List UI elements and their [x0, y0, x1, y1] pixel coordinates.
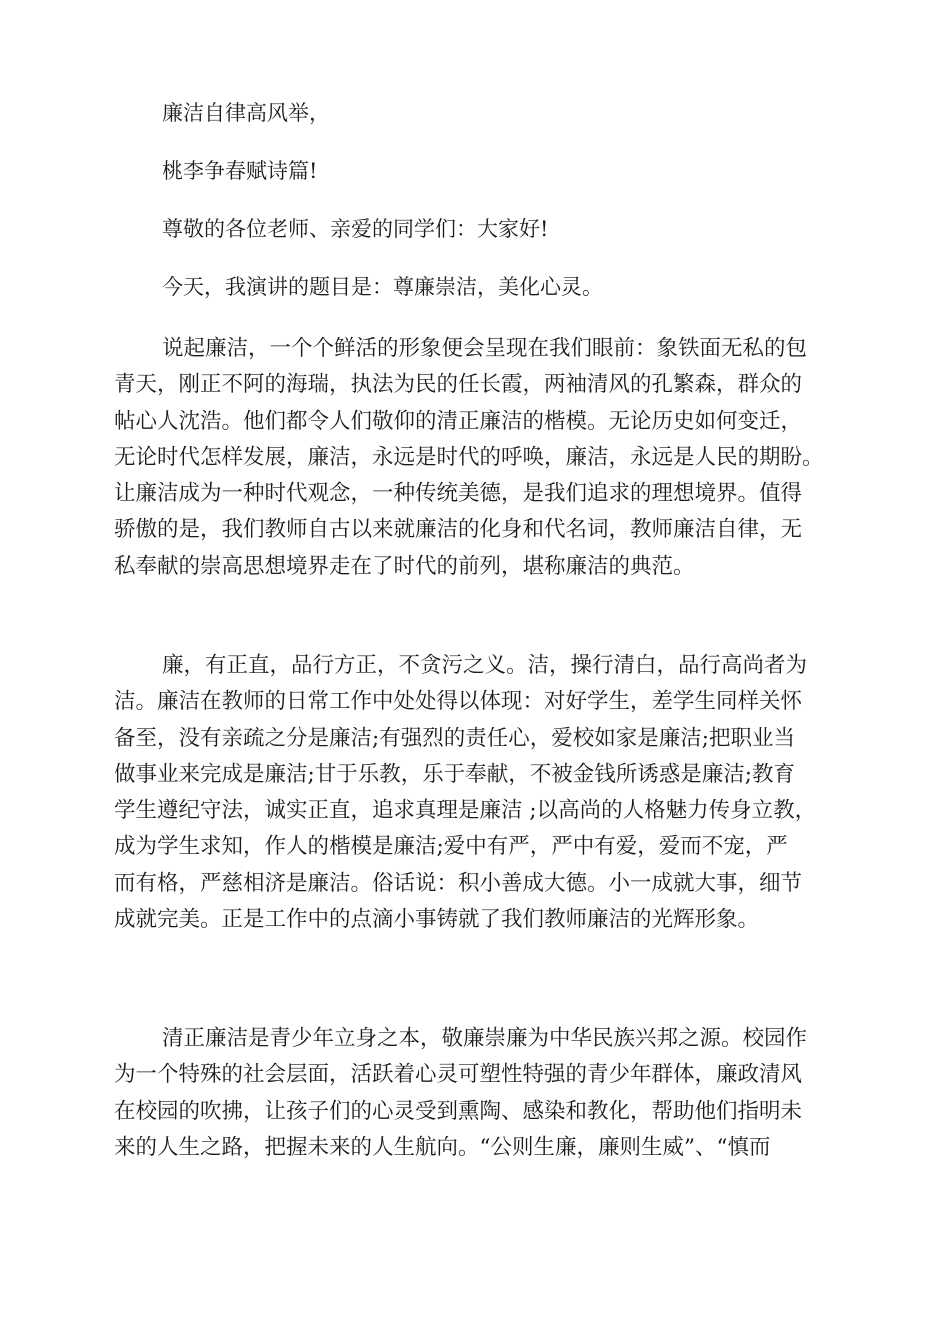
paragraph-3-line: 来的人生之路，把握未来的人生航向。“公则生廉，廉则生威”、“慎而 — [114, 1134, 771, 1160]
paragraph-2-line: 而有格，严慈相济是廉洁。俗话说：积小善成大德。小一成就大事，细节 — [114, 870, 803, 896]
speech-title-line: 今天，我演讲的题目是：尊廉崇洁，美化心灵。 — [162, 275, 603, 299]
paragraph-2 — [114, 648, 816, 938]
paragraph-1-line: 青天，刚正不阿的海瑞，执法为民的任长霞，两袖清风的孔繁森，群众的 — [114, 372, 803, 398]
paragraph-2-line: 廉，有正直，品行方正，不贪污之义。洁，操行清白，品行高尚者为 — [162, 653, 808, 678]
paragraph-2-line: 学生遵纪守法，诚实正直，追求真理是廉洁 ;以高尚的人格魅力传身立教， — [114, 798, 817, 824]
paragraph-2-line: 备至，没有亲疏之分是廉洁;有强烈的责任心，爱校如家是廉洁;把职业当 — [114, 725, 795, 751]
paragraph-2-line: 做事业来完成是廉洁;甘于乐教，乐于奉献，不被金钱所诱惑是廉洁;教育 — [114, 761, 795, 787]
paragraph-1-line: 让廉洁成为一种时代观念，一种传统美德，是我们追求的理想境界。值得 — [114, 481, 803, 507]
paragraph-1 — [114, 331, 824, 585]
opening-line-1: 廉洁自律高风举， — [162, 101, 330, 125]
paragraph-1-line: 私奉献的崇高思想境界走在了时代的前列，堪称廉洁的典范。 — [114, 553, 695, 579]
paragraph-1-line: 骄傲的是，我们教师自古以来就廉洁的化身和代名词，教师廉洁自律，无 — [114, 517, 803, 543]
paragraph-3-line: 为一个特殊的社会层面，活跃着心灵可塑性特强的青少年群体，廉政清风 — [114, 1062, 803, 1088]
paragraph-1-line: 无论时代怎样发展，廉洁，永远是时代的呼唤，廉洁，永远是人民的期盼。 — [114, 444, 824, 470]
greeting-line: 尊敬的各位老师、亲爱的同学们：大家好! — [162, 217, 549, 241]
paragraph-2-line: 洁。廉洁在教师的日常工作中处处得以体现：对好学生，差学生同样关怀 — [114, 689, 803, 715]
paragraph-3-line: 在校园的吹拂，让孩子们的心灵受到熏陶、感染和教化，帮助他们指明未 — [114, 1098, 803, 1124]
opening-line-2: 桃李争春赋诗篇! — [162, 159, 318, 183]
paragraph-2-line: 成就完美。正是工作中的点滴小事铸就了我们教师廉洁的光辉形象。 — [114, 907, 760, 933]
paragraph-1-line: 帖心人沈浩。他们都令人们敬仰的清正廉洁的楷模。无论历史如何变迁， — [114, 408, 803, 434]
paragraph-3 — [114, 1021, 807, 1166]
paragraph-2-line: 成为学生求知，作人的楷模是廉洁;爱中有严，严中有爱，爱而不宠，严 — [114, 834, 788, 860]
paragraph-1-line: 说起廉洁，一个个鲜活的形象便会呈现在我们眼前：象铁面无私的包 — [162, 336, 808, 361]
paragraph-3-line: 清正廉洁是青少年立身之本，敬廉崇廉为中华民族兴邦之源。校园作 — [162, 1026, 808, 1051]
